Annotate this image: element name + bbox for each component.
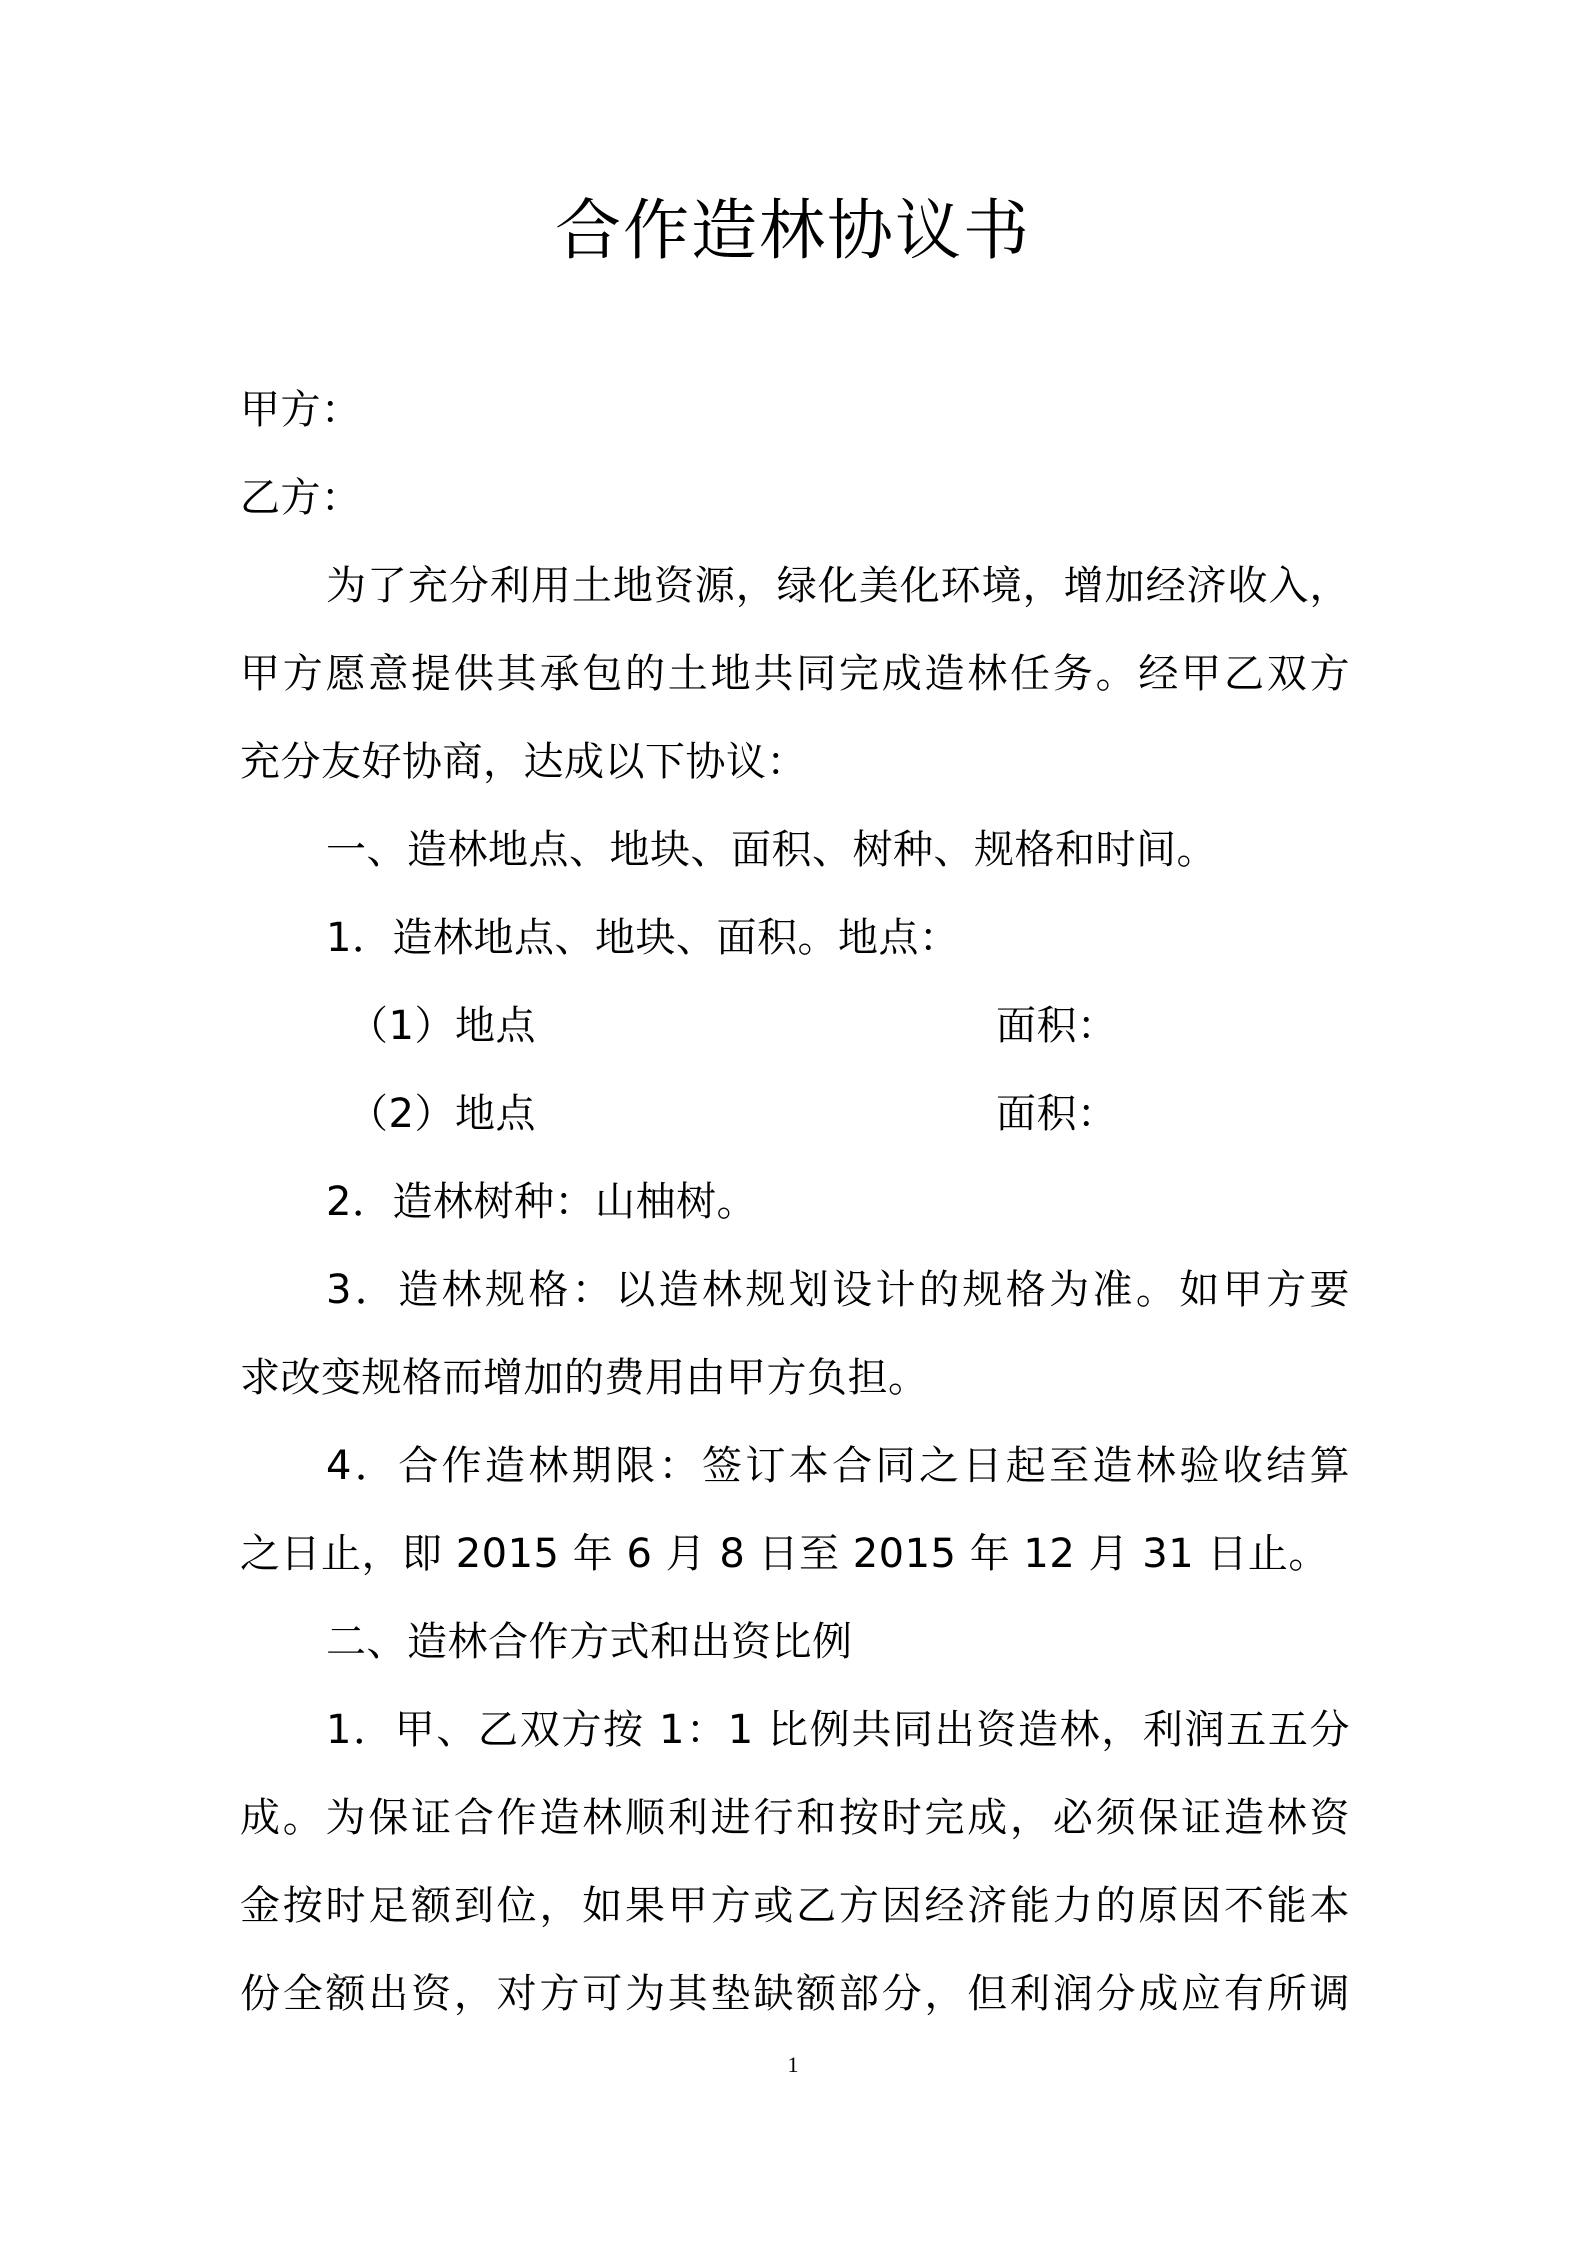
item-4-line-1: 4．合作造林期限：签订本合同之日起至造林验收结算 bbox=[326, 1443, 1350, 1489]
item-1: 1．造林地点、地块、面积。地点： bbox=[326, 915, 960, 961]
item-4-line-2: 之日止，即 2015 年 6 月 8 日至 2015 年 12 月 31 日止。 bbox=[240, 1531, 1329, 1577]
page-number: 1 bbox=[787, 2052, 799, 2077]
section-1-heading: 一、造林地点、地块、面积、树种、规格和时间。 bbox=[326, 827, 1217, 873]
section-2-heading: 二、造林合作方式和出资比例 bbox=[326, 1619, 853, 1665]
sub-item-2-location: （2）地点 bbox=[348, 1091, 536, 1137]
document-title: 合作造林协议书 bbox=[555, 192, 1031, 269]
party-a-label: 甲方： bbox=[240, 387, 362, 433]
section-2-item-1-line-4: 份全额出资，对方可为其垫缺额部分，但利润分成应有所调 bbox=[240, 1971, 1350, 2017]
section-2-item-1-line-2: 成。为保证合作造林顺利进行和按时完成，必须保证造林资 bbox=[240, 1795, 1350, 1841]
item-3-line-2: 求改变规格而增加的费用由甲方负担。 bbox=[240, 1355, 929, 1401]
item-3-line-1: 3．造林规格：以造林规划设计的规格为准。如甲方要 bbox=[326, 1267, 1350, 1313]
sub-item-2 bbox=[348, 1084, 1348, 1144]
item-2: 2．造林树种：山柚树。 bbox=[326, 1179, 757, 1225]
section-2-item-1-line-1: 1．甲、乙双方按 1：1 比例共同出资造林，利润五五分 bbox=[326, 1707, 1350, 1753]
sub-item-2-area: 面积： bbox=[996, 1091, 1118, 1137]
intro-line-2: 甲方愿意提供其承包的土地共同完成造林任务。经甲乙双方 bbox=[240, 651, 1350, 697]
sub-item-1-area: 面积： bbox=[996, 1003, 1118, 1049]
party-b-label: 乙方： bbox=[240, 475, 362, 521]
sub-item-1 bbox=[348, 996, 1348, 1056]
intro-line-3: 充分友好协商，达成以下协议： bbox=[240, 739, 807, 785]
sub-item-1-location: （1）地点 bbox=[348, 1003, 536, 1049]
intro-line-1: 为了充分利用土地资源，绿化美化环境，增加经济收入， bbox=[326, 563, 1350, 609]
section-2-item-1-line-3: 金按时足额到位，如果甲方或乙方因经济能力的原因不能本 bbox=[240, 1883, 1350, 1929]
